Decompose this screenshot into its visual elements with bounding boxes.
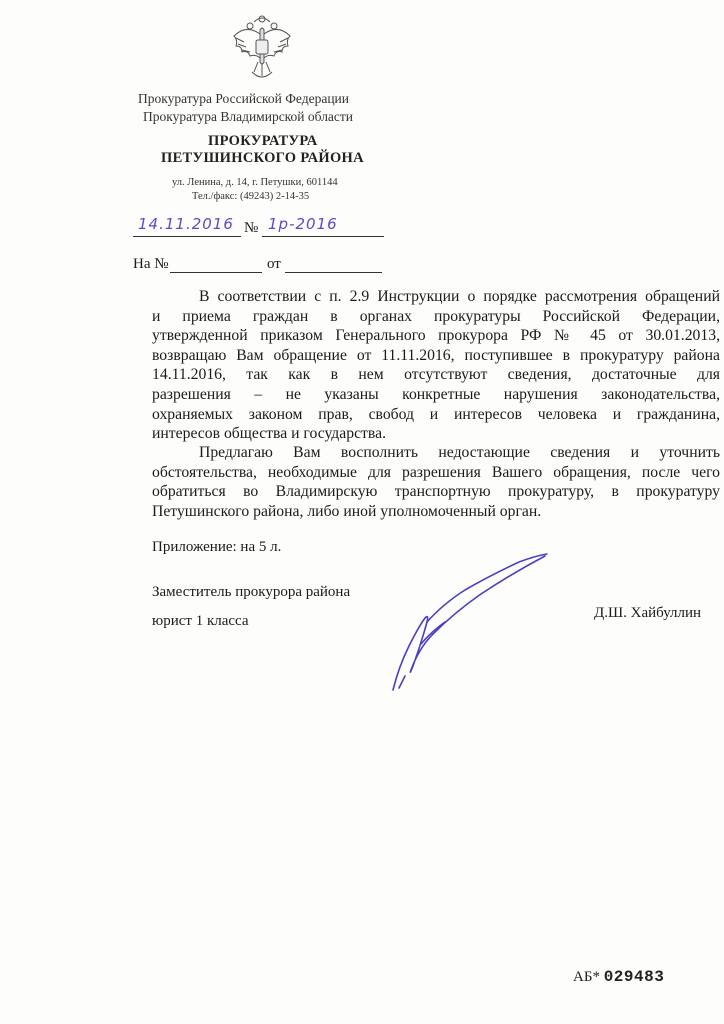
- paragraph-1-line: охраняемых законом прав, свобод и интересов человека и гражданина,: [152, 405, 720, 423]
- signatory-rank: юрист 1 класса: [152, 613, 249, 629]
- paragraph-2: [152, 443, 720, 521]
- org-line-federation: Прокуратура Российской Федерации: [138, 91, 350, 106]
- paragraph-2-line: Предлагаю Вам восполнить недостающие сведения и уточнить: [199, 444, 720, 461]
- paragraph-1: [152, 287, 720, 444]
- paragraph-1-line: утвержденной приказом Генерального прокурора РФ № 45 от 30.01.2013,: [152, 327, 720, 345]
- paragraph-2-line: обратиться во Владимирскую транспортную прокуратуру, в прокуратуру: [152, 483, 720, 501]
- serial-number: [573, 968, 664, 986]
- serial-prefix: АБ*: [573, 969, 600, 985]
- address: ул. Ленина, д. 14, г. Петушки, 601144: [172, 177, 338, 188]
- from-label: от: [267, 256, 281, 272]
- handwritten-signature: [385, 548, 555, 698]
- paragraph-1-line: разрешения – не указаны конкретные нарушения законодательства,: [152, 385, 720, 403]
- paragraph-1-line: интересов общества и государства.: [152, 425, 387, 443]
- org-line-region: Прокуратура Владимирской области: [143, 109, 354, 124]
- paragraph-2-line: Петушинского района, либо иной уполномоченный орган.: [152, 502, 542, 520]
- paragraph-1-line: и приема граждан в органах прокуратуры Российской Федерации,: [152, 307, 720, 325]
- phone: Тел./факс: (49243) 2-14-35: [192, 191, 310, 202]
- paragraph-1-line: В соответствии с п. 2.9 Инструкции о порядке рассмотрения обращений: [199, 288, 720, 305]
- title-line-2: ПЕТУШИНСКОГО РАЙОНА: [161, 150, 364, 166]
- signatory-name: Д.Ш. Хайбуллин: [594, 605, 702, 621]
- date-underline: [133, 236, 241, 237]
- reply-to-underline: [170, 272, 262, 273]
- paragraph-1-line: возвращаю Вам обращение от 11.11.2016, поступившее в прокуратуру района: [152, 346, 720, 364]
- handwritten-number: 1р-2016: [268, 215, 338, 233]
- from-underline: [285, 272, 382, 273]
- paragraph-2-line: обстоятельства, необходимые для разрешения Вашего обращения, после чего: [152, 463, 720, 481]
- signatory-position: Заместитель прокурора района: [152, 584, 351, 600]
- handwritten-date: 14.11.2016: [138, 215, 234, 233]
- number-label: №: [244, 220, 259, 236]
- reply-to-label: На №: [133, 256, 169, 272]
- paragraph-1-line: 14.11.2016, так как в нем отсутствуют сведения, достаточные для: [152, 366, 720, 384]
- number-underline: [262, 236, 384, 237]
- coat-of-arms-emblem: [230, 14, 294, 84]
- attachment-note: Приложение: на 5 л.: [152, 539, 282, 555]
- serial-digits: 029483: [603, 968, 665, 986]
- title-line-1: ПРОКУРАТУРА: [208, 133, 318, 149]
